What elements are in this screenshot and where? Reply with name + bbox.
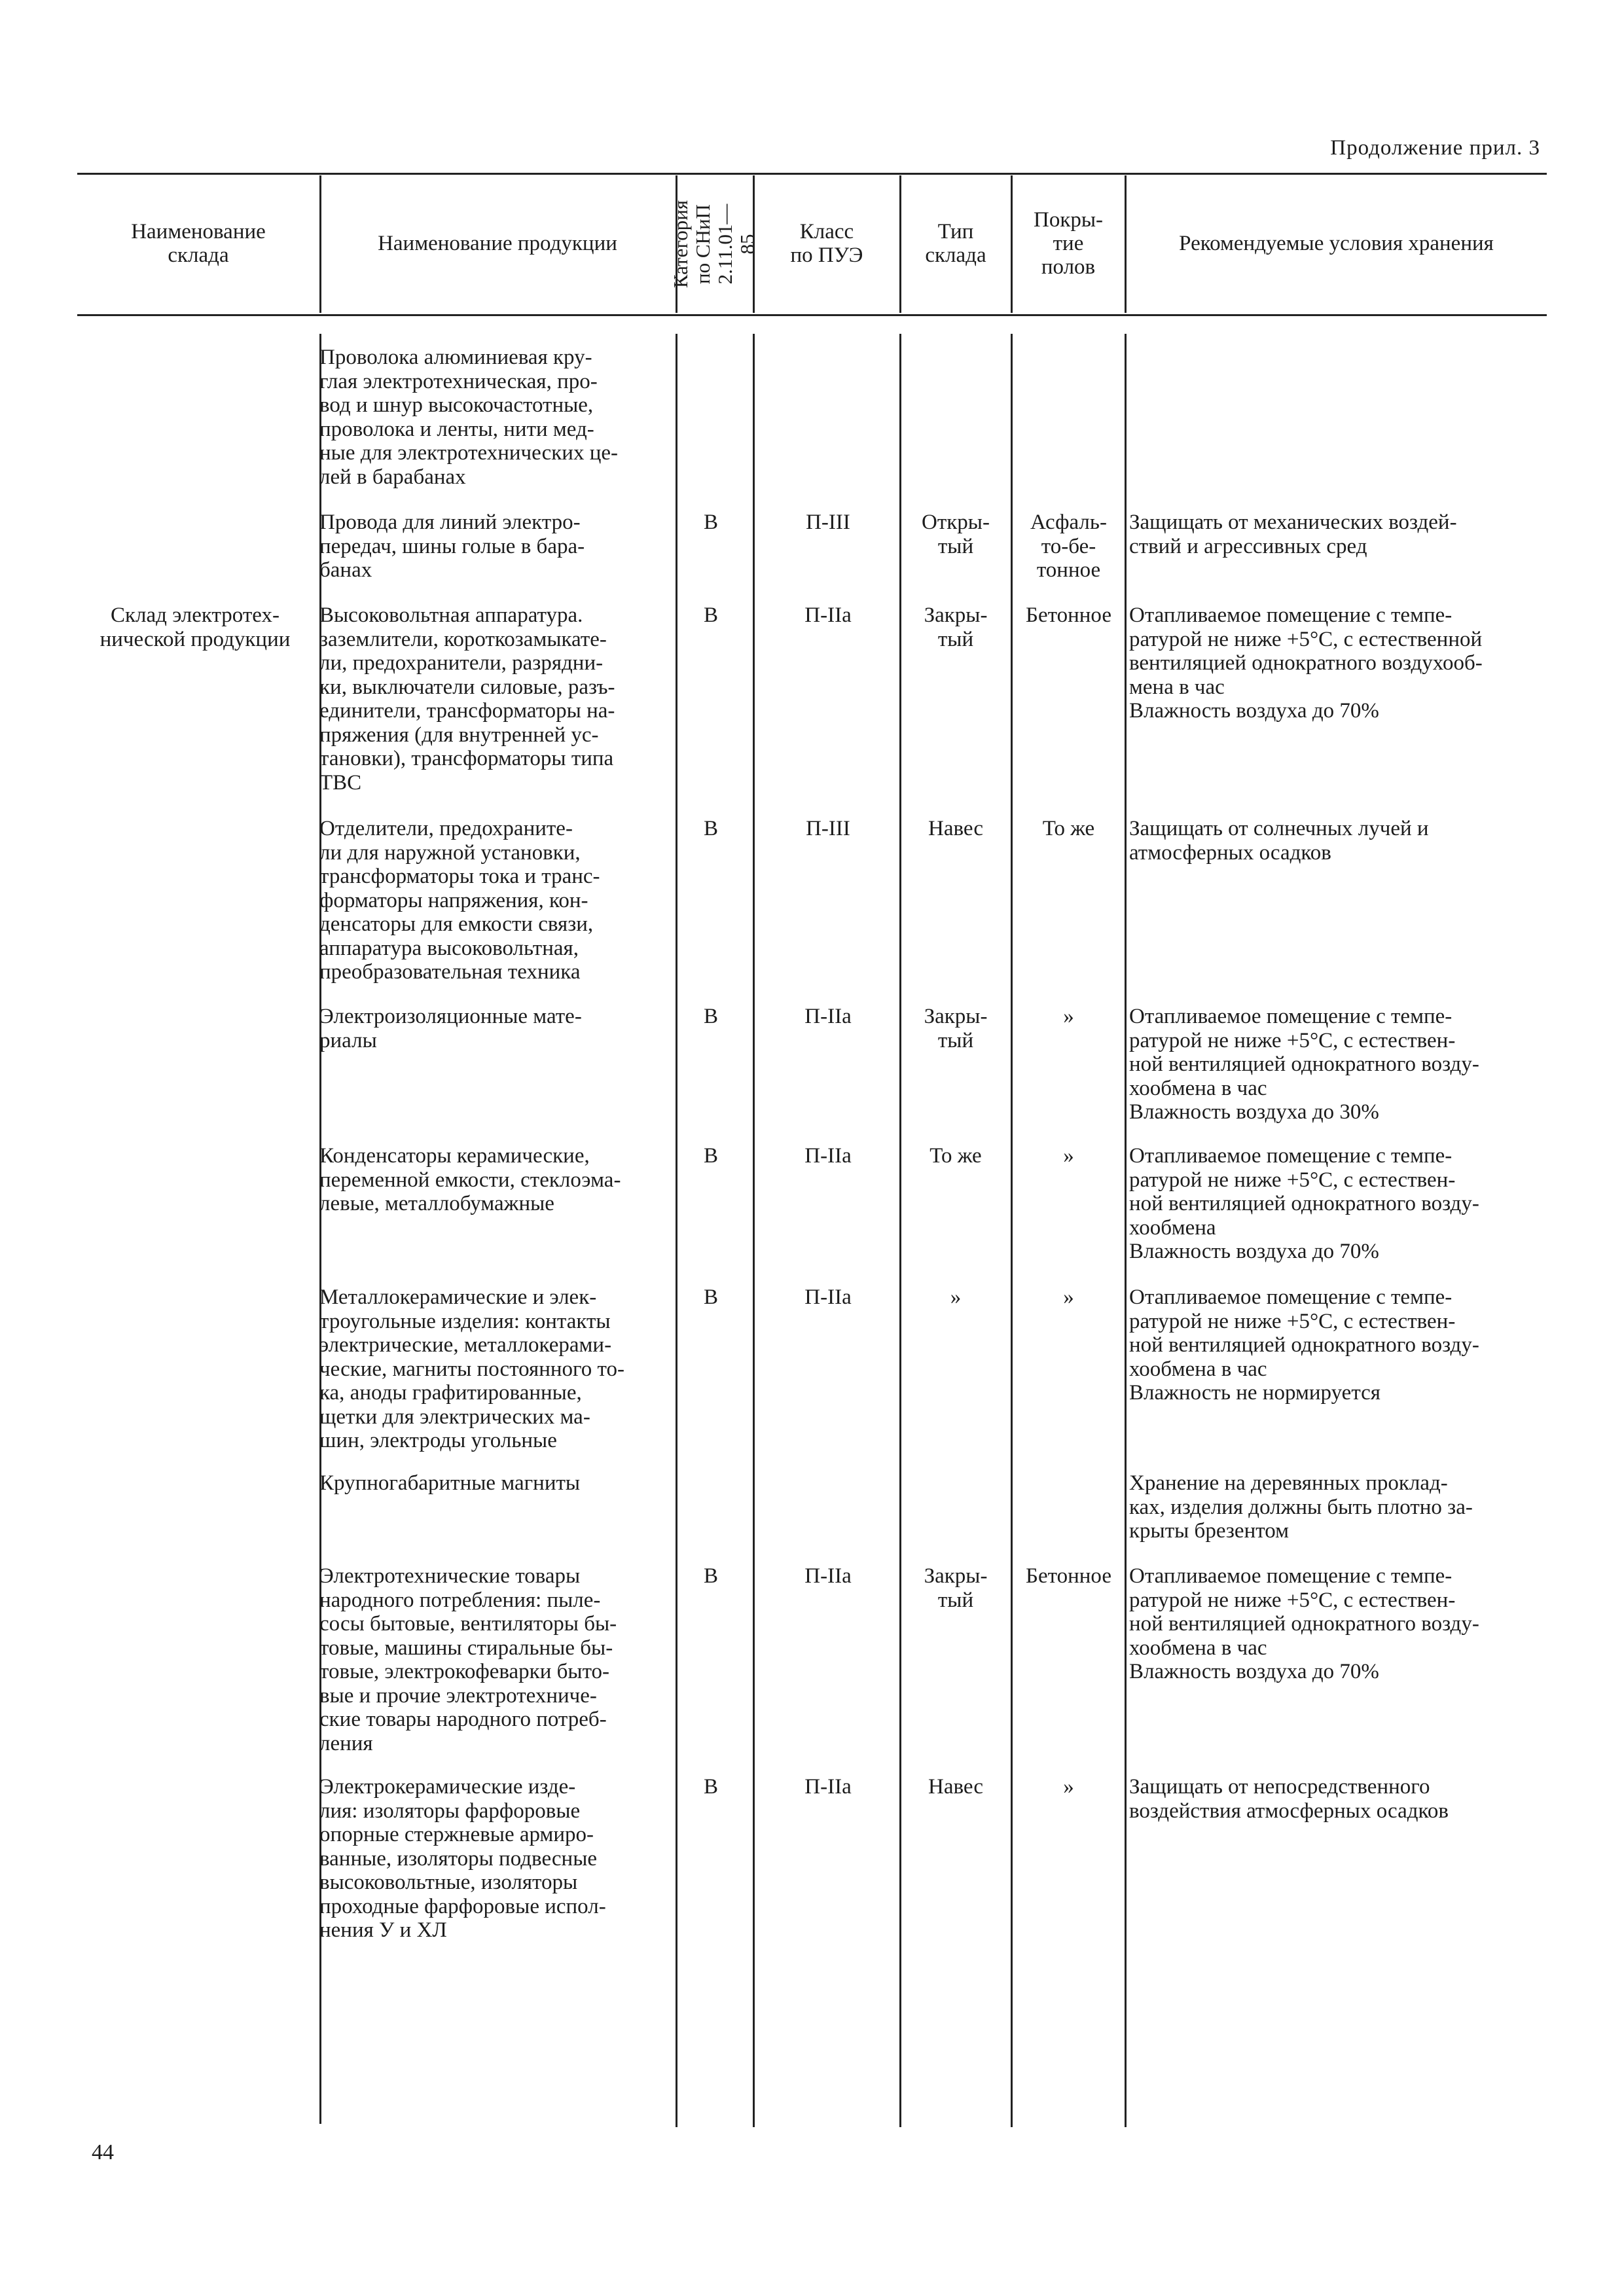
- row-category: В: [704, 1775, 719, 1799]
- row-pue-class: П-IIа: [804, 1005, 852, 1028]
- row-conditions: Защищать от механических воздей- ствий и агрессивных сред: [1129, 511, 1457, 558]
- row-floor-cover: Асфаль- то-бе- тонное: [1030, 511, 1107, 582]
- row-warehouse-type: Закры- тый: [924, 1005, 988, 1052]
- row-product: Электрокерамические изде- лия: изоляторы фарфоровые опорные стержневые армиро- ванные, изоляторы подвесные высоковольтные, изоляторы проходные фарфоровые испол- нения У и ХЛ: [319, 1775, 606, 1942]
- header-pue-class: Класс по ПУЭ: [790, 220, 863, 267]
- page-number: 44: [92, 2140, 114, 2164]
- row-category: В: [704, 511, 719, 534]
- row-floor-cover: Бетонное: [1026, 1564, 1111, 1588]
- row-warehouse-type: Закры- тый: [924, 1564, 988, 1612]
- row-product: Провода для линий электро- передач, шины голые в бара- банах: [319, 511, 585, 582]
- row-conditions: Хранение на деревянных проклад- ках, изделия должны быть плотно за- крыты брезентом: [1129, 1471, 1473, 1543]
- column-divider: [899, 334, 901, 2127]
- row-product: Высоковольтная аппаратура. заземлители, короткозамыкате- ли, предохранители, разрядни- ки, выключатели силовые, разъ- единители, трансформаторы на- пряжения (для внутренней ус- тановки), трансформаторы типа ТВС: [319, 603, 615, 795]
- warehouse-name: Склад электротех- нической продукции: [99, 603, 291, 651]
- row-category: В: [704, 817, 719, 840]
- row-warehouse-type: Закры- тый: [924, 603, 988, 651]
- row-category: В: [704, 1005, 719, 1028]
- row-pue-class: П-III: [806, 511, 850, 534]
- continuation-note: Продолжение прил. 3: [1330, 136, 1540, 160]
- row-conditions: Отапливаемое помещение с темпе- ратурой не ниже +5°С, с естествен- ной вентиляцией однократного возду- хообмена Влажность воздуха до 70%: [1129, 1144, 1479, 1263]
- row-conditions: Отапливаемое помещение с темпе- ратурой не ниже +5°С, с естествен- ной вентиляцией однократного возду- хообмена в час Влажность воздуха до 70%: [1129, 1564, 1479, 1683]
- header-divider: [1125, 175, 1127, 313]
- column-divider: [1125, 334, 1127, 2127]
- row-floor-cover: »: [1063, 1144, 1074, 1168]
- row-pue-class: П-IIа: [804, 1285, 852, 1309]
- row-pue-class: П-III: [806, 817, 850, 840]
- header-warehouse-name: Наименование склада: [131, 220, 266, 267]
- row-product: Электротехнические товары народного потребления: пыле- сосы бытовые, вентиляторы бы- товые, машины стиральные бы- товые, электрокофеварки быто- вые и прочие электротехниче- ские товары народного потреб- ления: [319, 1564, 617, 1755]
- header-product-name: Наименование продукции: [378, 232, 617, 255]
- row-conditions: Защищать от солнечных лучей и атмосферных осадков: [1129, 817, 1429, 865]
- header-divider: [1011, 175, 1013, 313]
- row-category: В: [704, 1285, 719, 1309]
- row-product: Конденсаторы керамические, переменной емкости, стеклоэма- левые, металлобумажные: [319, 1144, 621, 1215]
- row-conditions: Отапливаемое помещение с темпе- ратурой не ниже +5°С, с естественной вентиляцией однократного воздухооб- мена в час Влажность воздуха до 70%: [1129, 603, 1483, 723]
- header-divider: [753, 175, 755, 313]
- row-product: Крупногабаритные магниты: [319, 1471, 581, 1495]
- row-category: В: [704, 603, 719, 627]
- row-floor-cover: То же: [1042, 817, 1095, 840]
- header-floor-cover: Покры- тие полов: [1033, 208, 1104, 279]
- row-warehouse-type: »: [950, 1285, 962, 1309]
- row-floor-cover: »: [1063, 1005, 1074, 1028]
- row-warehouse-type: То же: [929, 1144, 982, 1168]
- header-divider: [319, 175, 321, 313]
- row-product: Металлокерамические и элек- троугольные изделия: контакты электрические, металлокерами- ческие, магниты постоянного то- ка, аноды графитированные, щетки для электрических ма- шин, электроды угольные: [319, 1285, 624, 1452]
- column-divider: [753, 334, 755, 2127]
- row-product: Проволока алюминиевая кру- глая электротехническая, про- вод и шнур высокочастотные, проволока и ленты, нити мед- ные для электротехнических це- лей в барабанах: [319, 346, 618, 489]
- row-floor-cover: Бетонное: [1026, 603, 1111, 627]
- row-conditions: Отапливаемое помещение с темпе- ратурой не ниже +5°С, с естествен- ной вентиляцией однократного возду- хообмена в час Влажность не нормируется: [1129, 1285, 1479, 1405]
- header-warehouse-type: Тип склада: [925, 220, 986, 267]
- column-divider: [1011, 334, 1013, 2127]
- row-floor-cover: »: [1063, 1775, 1074, 1799]
- row-conditions: Отапливаемое помещение с темпе- ратурой не ниже +5°С, с естествен- ной вентиляцией однократного возду- хообмена в час Влажность воздуха до 30%: [1129, 1005, 1479, 1124]
- header-divider: [676, 175, 677, 313]
- row-pue-class: П-IIа: [804, 1144, 852, 1168]
- row-category: В: [704, 1564, 719, 1588]
- row-floor-cover: »: [1063, 1285, 1074, 1309]
- row-category: В: [704, 1144, 719, 1168]
- header-divider: [899, 175, 901, 313]
- header-bottom-rule: [77, 314, 1547, 316]
- row-pue-class: П-IIа: [804, 1564, 852, 1588]
- row-product: Отделители, предохраните- ли для наружной установки, трансформаторы тока и транс- форматоры напряжения, кон- денсаторы для емкости связи, аппаратура высоковольтная, преобразовательная техника: [319, 817, 600, 984]
- header-category: Категория по СНиП 2.11.01—85: [669, 200, 759, 289]
- table-top-rule: [77, 173, 1547, 175]
- row-warehouse-type: Навес: [928, 1775, 983, 1799]
- row-pue-class: П-IIа: [804, 603, 852, 627]
- row-product: Электроизоляционные мате- риалы: [319, 1005, 582, 1052]
- row-warehouse-type: Навес: [928, 817, 983, 840]
- row-pue-class: П-IIа: [804, 1775, 852, 1799]
- row-warehouse-type: Откры- тый: [922, 511, 990, 558]
- header-conditions: Рекомендуемые условия хранения: [1179, 232, 1494, 255]
- row-conditions: Защищать от непосредственного воздействия атмосферных осадков: [1129, 1775, 1449, 1823]
